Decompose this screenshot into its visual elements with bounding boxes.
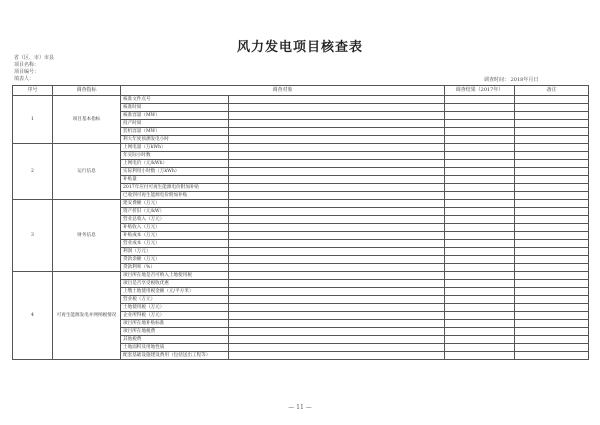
item-label: 营业总收入（万元） xyxy=(121,216,229,224)
item-remark xyxy=(515,240,589,248)
item-result xyxy=(445,120,515,128)
item-detail xyxy=(229,288,445,296)
item-detail xyxy=(229,144,445,152)
item-remark xyxy=(515,304,589,312)
item-label: 实际利用小时数（万kWh） xyxy=(121,168,229,176)
item-detail xyxy=(229,312,445,320)
item-remark xyxy=(515,296,589,304)
item-label: 上网电价（元/kWh） xyxy=(121,160,229,168)
item-result xyxy=(445,112,515,120)
page-number: — 11 — xyxy=(288,404,312,411)
item-detail xyxy=(229,256,445,264)
item-remark xyxy=(515,352,589,360)
section-number: 1 xyxy=(13,96,53,144)
table-row xyxy=(13,200,589,208)
item-detail xyxy=(229,208,445,216)
item-result xyxy=(445,168,515,176)
item-remark xyxy=(515,312,589,320)
item-result xyxy=(445,280,515,288)
item-detail xyxy=(229,336,445,344)
item-label: 贷款利率（%） xyxy=(121,264,229,272)
item-label: 贷款余额（万元） xyxy=(121,256,229,264)
item-remark xyxy=(515,232,589,240)
section-indicator: 项目基本指标 xyxy=(53,96,121,144)
section-indicator: 可再生能源发电并网纳税情况 xyxy=(53,272,121,360)
item-remark xyxy=(515,176,589,184)
item-remark xyxy=(515,256,589,264)
header-line-project-code: 项目编号： xyxy=(14,69,40,75)
item-result xyxy=(445,232,515,240)
item-label: 2017年应付可再生能源电价附加补贴 xyxy=(121,184,229,192)
item-detail xyxy=(229,136,445,144)
item-detail xyxy=(229,112,445,120)
item-label: 配套基础设施建设费用（包括送出工程等） xyxy=(121,352,229,360)
table-row xyxy=(13,144,589,152)
item-result xyxy=(445,96,515,104)
item-label: 项目所在地补贴标准 xyxy=(121,320,229,328)
verification-table xyxy=(12,85,589,360)
item-remark xyxy=(515,112,589,120)
item-result xyxy=(445,264,515,272)
item-label: 资产折旧（元/kW） xyxy=(121,208,229,216)
item-detail xyxy=(229,96,445,104)
item-result xyxy=(445,152,515,160)
table-body xyxy=(13,96,589,360)
col-header-remark: 备注 xyxy=(515,86,589,96)
item-remark xyxy=(515,152,589,160)
item-remark xyxy=(515,208,589,216)
item-detail xyxy=(229,184,445,192)
item-remark xyxy=(515,144,589,152)
item-remark xyxy=(515,280,589,288)
item-detail xyxy=(229,168,445,176)
item-remark xyxy=(515,224,589,232)
item-label: 上缴土地使用税金额（元/平方米） xyxy=(121,288,229,296)
item-label: 利润（万元） xyxy=(121,248,229,256)
col-header-indicator: 调查指标 xyxy=(53,86,121,96)
item-result xyxy=(445,200,515,208)
item-remark xyxy=(515,216,589,224)
item-detail xyxy=(229,120,445,128)
header-line-project-name: 项目名称： xyxy=(14,62,40,68)
item-label: 年实际小时数 xyxy=(121,152,229,160)
item-result xyxy=(445,352,515,360)
item-label: 项目所在地是否可纳入土地使用税 xyxy=(121,272,229,280)
section-number: 4 xyxy=(13,272,53,360)
section-number: 2 xyxy=(13,144,53,200)
item-detail xyxy=(229,192,445,200)
header-line-filled-by: 填表人： xyxy=(14,76,35,82)
item-result xyxy=(445,328,515,336)
document-title: 风力发电项目核查表 xyxy=(236,40,363,55)
item-remark xyxy=(515,264,589,272)
item-result xyxy=(445,144,515,152)
item-detail xyxy=(229,224,445,232)
item-detail xyxy=(229,240,445,248)
item-detail xyxy=(229,176,445,184)
item-label: 利大年度预测发电小时 xyxy=(121,136,229,144)
item-detail xyxy=(229,104,445,112)
item-result xyxy=(445,216,515,224)
item-label: 投产时间 xyxy=(121,120,229,128)
item-remark xyxy=(515,344,589,352)
item-label: 营业成本（万元） xyxy=(121,240,229,248)
item-label: 核准文件点号 xyxy=(121,96,229,104)
item-result xyxy=(445,192,515,200)
item-detail xyxy=(229,352,445,360)
item-detail xyxy=(229,280,445,288)
item-remark xyxy=(515,128,589,136)
item-label: 装机容量（MW） xyxy=(121,128,229,136)
item-detail xyxy=(229,272,445,280)
item-detail xyxy=(229,248,445,256)
item-label: 建安费额（万元） xyxy=(121,200,229,208)
header-line-region: 省（区、市）市县 xyxy=(14,55,55,61)
item-result xyxy=(445,208,515,216)
item-label: 营业税（万元） xyxy=(121,296,229,304)
col-header-object: 调查对象 xyxy=(121,86,445,96)
item-label: 核准容量（MW） xyxy=(121,112,229,120)
item-remark xyxy=(515,160,589,168)
item-remark xyxy=(515,168,589,176)
section-indicator: 财务信息 xyxy=(53,200,121,272)
item-remark xyxy=(515,184,589,192)
item-remark xyxy=(515,104,589,112)
item-remark xyxy=(515,288,589,296)
item-detail xyxy=(229,304,445,312)
item-result xyxy=(445,344,515,352)
item-detail xyxy=(229,344,445,352)
item-result xyxy=(445,336,515,344)
item-remark xyxy=(515,136,589,144)
survey-date: 调查时间： 2018年月日 xyxy=(484,77,539,83)
item-result xyxy=(445,320,515,328)
item-label: 补贴量 xyxy=(121,176,229,184)
item-remark xyxy=(515,120,589,128)
col-header-no: 序号 xyxy=(13,86,53,96)
table-header xyxy=(13,86,589,96)
item-label: 补贴收入（万元） xyxy=(121,224,229,232)
item-label: 核准时间 xyxy=(121,104,229,112)
item-detail xyxy=(229,160,445,168)
item-result xyxy=(445,136,515,144)
item-result xyxy=(445,288,515,296)
item-detail xyxy=(229,152,445,160)
item-remark xyxy=(515,328,589,336)
item-result xyxy=(445,160,515,168)
item-label: 上网电量（万kWh） xyxy=(121,144,229,152)
item-remark xyxy=(515,192,589,200)
item-result xyxy=(445,104,515,112)
item-detail xyxy=(229,328,445,336)
item-label: 已收到可再生能源电价附加补贴 xyxy=(121,192,229,200)
item-result xyxy=(445,224,515,232)
item-label: 土地使用税（万元） xyxy=(121,304,229,312)
item-detail xyxy=(229,128,445,136)
item-detail xyxy=(229,200,445,208)
item-remark xyxy=(515,200,589,208)
item-result xyxy=(445,312,515,320)
col-header-result: 调查结果（2017年） xyxy=(445,86,515,96)
item-label: 企业所得税（万元） xyxy=(121,312,229,320)
item-remark xyxy=(515,272,589,280)
item-result xyxy=(445,240,515,248)
item-result xyxy=(445,272,515,280)
item-label: 项目所在地税费 xyxy=(121,328,229,336)
item-remark xyxy=(515,248,589,256)
item-detail xyxy=(229,296,445,304)
item-detail xyxy=(229,216,445,224)
item-remark xyxy=(515,320,589,328)
item-result xyxy=(445,304,515,312)
item-detail xyxy=(229,264,445,272)
item-result xyxy=(445,256,515,264)
table-row xyxy=(13,96,589,104)
item-detail xyxy=(229,232,445,240)
item-result xyxy=(445,128,515,136)
item-result xyxy=(445,296,515,304)
item-label: 项目是否享受税收优惠 xyxy=(121,280,229,288)
item-label: 补贴成本（万元） xyxy=(121,232,229,240)
item-remark xyxy=(515,96,589,104)
item-detail xyxy=(229,320,445,328)
item-result xyxy=(445,248,515,256)
section-number: 3 xyxy=(13,200,53,272)
item-result xyxy=(445,176,515,184)
item-remark xyxy=(515,336,589,344)
item-result xyxy=(445,184,515,192)
table-row xyxy=(13,272,589,280)
section-indicator: 运行信息 xyxy=(53,144,121,200)
item-label: 土地面积及用地性质 xyxy=(121,344,229,352)
item-label: 其他税费 xyxy=(121,336,229,344)
